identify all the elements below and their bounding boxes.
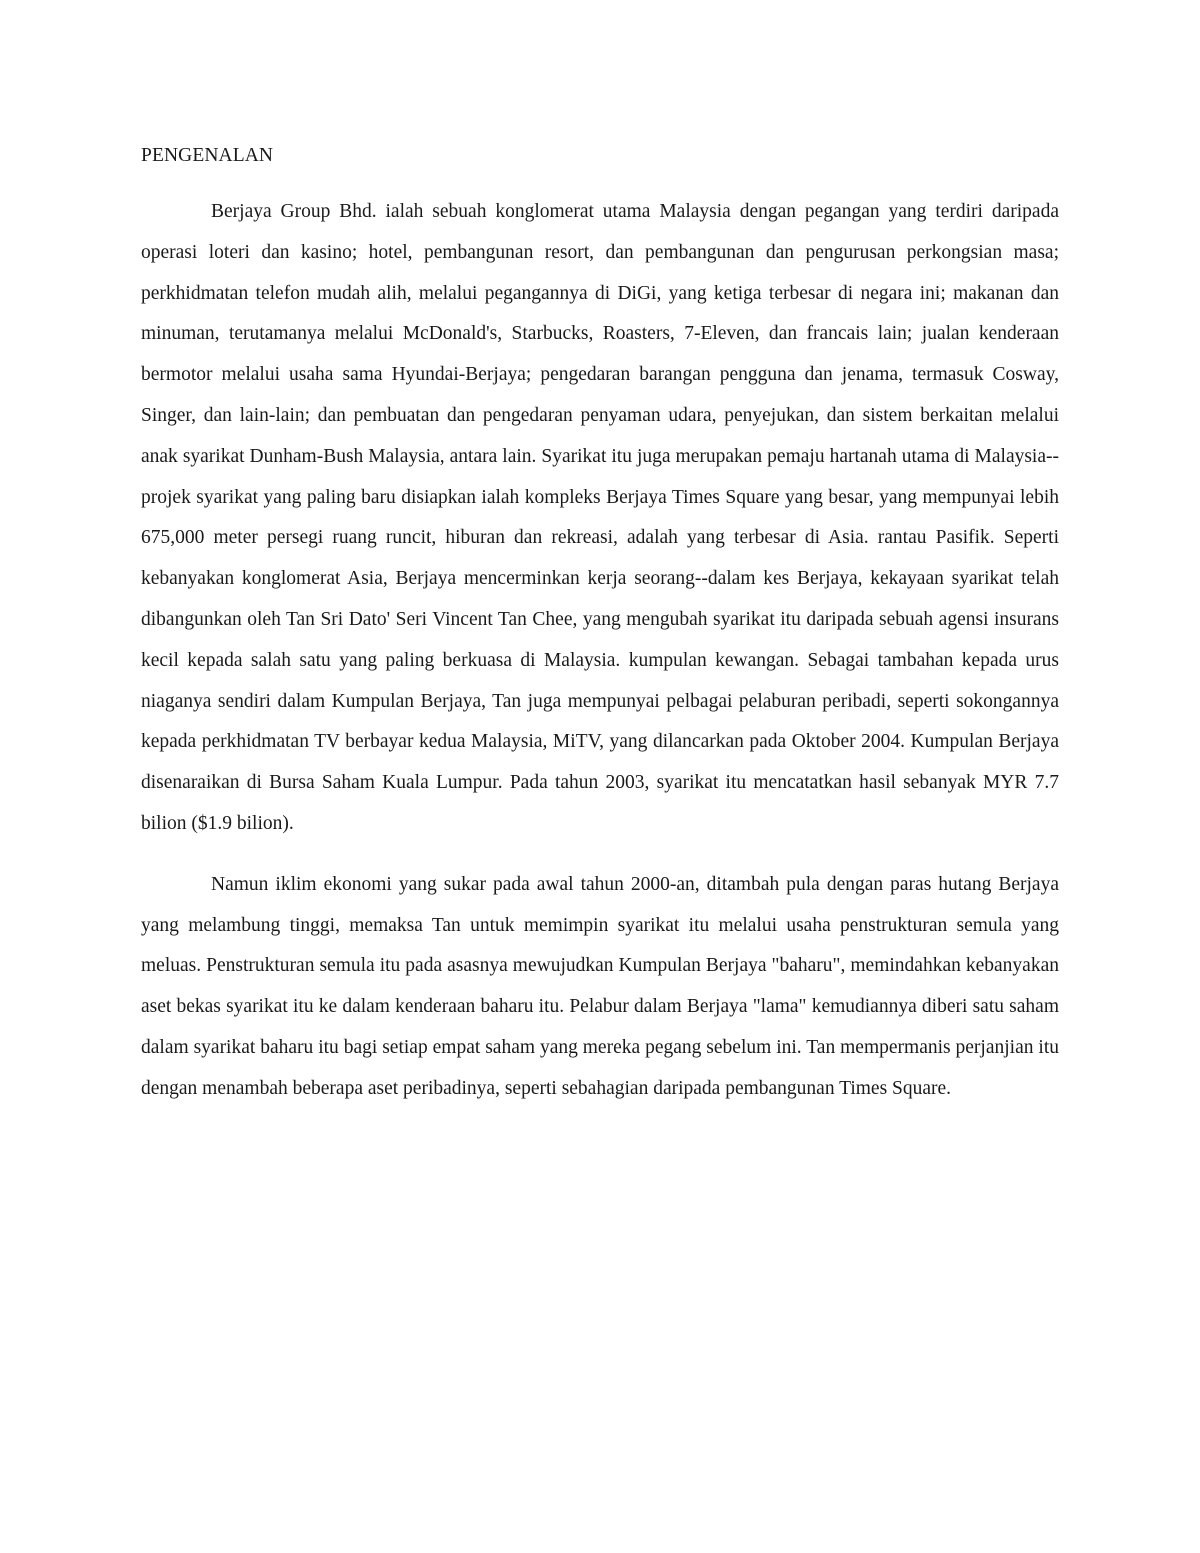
paragraph-2: Namun iklim ekonomi yang sukar pada awal tahun 2000-an, ditambah pula dengan paras hutang Berjaya yang melambung tinggi, memaksa Tan untuk memimpin syarikat itu melalui usaha penstrukturan semula yang meluas. Penstrukturan semula itu pada asasnya mewujudkan Kumpulan Berjaya "baharu", memindahkan kebanyakan aset bekas syarikat itu ke dalam kenderaan baharu itu. Pelabur dalam Berjaya "lama" kemudiannya diberi satu saham dalam syarikat baharu itu bagi setiap empat saham yang mereka pegang sebelum ini. Tan mempermanis perjanjian itu dengan menambah beberapa aset peribadinya, seperti sebahagian daripada pembangunan Times Square. <box>141 873 1059 1099</box>
paragraph-1: Berjaya Group Bhd. ialah sebuah konglomerat utama Malaysia dengan pegangan yang terdiri daripada operasi loteri dan kasino; hotel, pembangunan resort, dan pembangunan dan pengurusan perkongsian masa; perkhidmatan telefon mudah alih, melalui pegangannya di DiGi, yang ketiga terbesar di negara ini; makanan dan minuman, terutamanya melalui McDonald's, Starbucks, Roasters, 7-Eleven, dan francais lain; jualan kenderaan bermotor melalui usaha sama Hyundai-Berjaya; pengedaran barangan pengguna dan jenama, termasuk Cosway, Singer, dan lain-lain; dan pembuatan dan pengedaran penyaman udara, penyejukan, dan sistem berkaitan melalui anak syarikat Dunham-Bush Malaysia, antara lain. Syarikat itu juga merupakan pemaju hartanah utama di Malaysia--projek syarikat yang paling baru disiapkan ialah kompleks Berjaya Times Square yang besar, yang mempunyai lebih 675,000 meter persegi ruang runcit, hiburan dan rekreasi, adalah yang terbesar di Asia. rantau Pasifik. Seperti kebanyakan konglomerat Asia, Berjaya mencerminkan kerja seorang--dalam kes Berjaya, kekayaan syarikat telah dibangunkan oleh Tan Sri Dato' Seri Vincent Tan Chee, yang mengubah syarikat itu daripada sebuah agensi insurans kecil kepada salah satu yang paling berkuasa di Malaysia. kumpulan kewangan. Sebagai tambahan kepada urus niaganya sendiri dalam Kumpulan Berjaya, Tan juga mempunyai pelbagai pelaburan peribadi, seperti sokongannya kepada perkhidmatan TV berbayar kedua Malaysia, MiTV, yang dilancarkan pada Oktober 2004. Kumpulan Berjaya disenaraikan di Bursa Saham Kuala Lumpur. Pada tahun 2003, syarikat itu mencatatkan hasil sebanyak MYR 7.7 bilion ($1.9 bilion). <box>141 201 1059 834</box>
document-heading: PENGENALAN <box>141 145 274 166</box>
document-body <box>141 140 1059 1130</box>
